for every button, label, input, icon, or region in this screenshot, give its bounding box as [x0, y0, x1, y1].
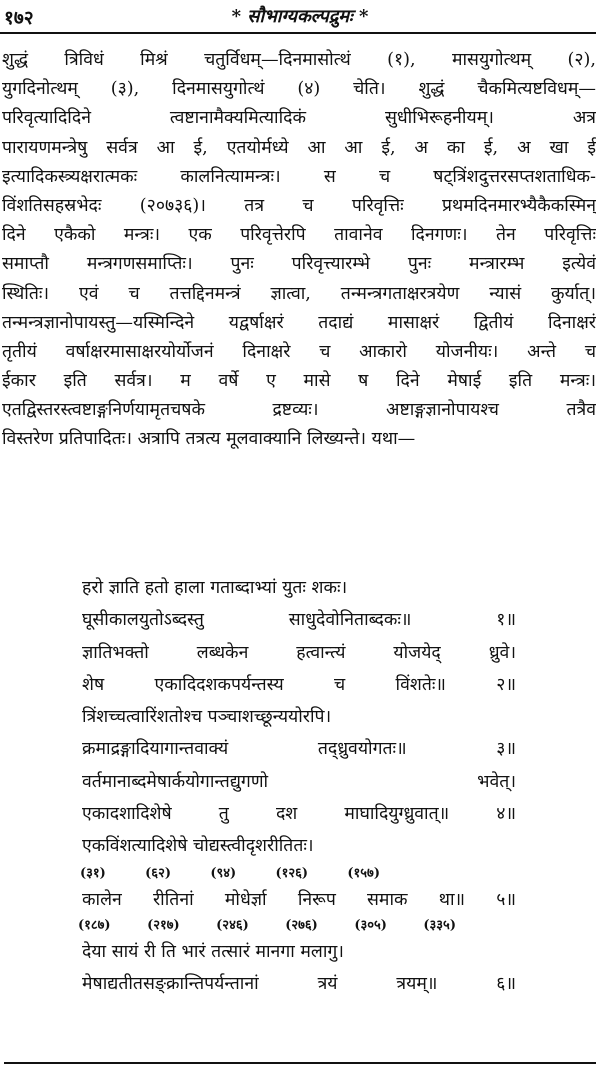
- numeral-value: (२४६): [216, 917, 249, 933]
- verse-line: ज्ञातिभक्तो लब्धकेन हत्वान्त्यं योजयेद् ध्रुवे।: [82, 642, 516, 663]
- prose-line: स्थितिः। एवं च तत्तद्दिनमन्त्रं ज्ञात्वा, तन्मन्त्रगताक्षरत्रयेण न्यासं कुर्यात्।: [2, 283, 596, 304]
- prose-line: पारायणमन्त्रेषु सर्वत्र आ ई, एतयोर्मध्ये आ आ ई, अ का ई, अ खा ई: [2, 137, 596, 158]
- prose-line: शुद्धं त्रिविधं मिश्रं चतुर्विधम्—दिनमासोत्थं (१), मासयुगोत्थम् (२),: [2, 50, 596, 70]
- footer-rule: [4, 1062, 596, 1064]
- numeral-value: (३०५): [354, 917, 387, 933]
- verse-line: क्रमाद्रङ्गादियागान्तवाक्यं तद्ध्रुवयोगतः॥ ३॥: [82, 739, 516, 760]
- numeral-value: (३३५): [423, 917, 456, 933]
- numeral-row: [80, 864, 380, 884]
- numeral-value: (२१७): [147, 917, 180, 933]
- page-header: [0, 0, 600, 34]
- numeral-value: (३१): [80, 865, 106, 881]
- verse-line: वर्तमानाब्दमेषार्कयोगान्तद्युगणो भवेत्।: [82, 771, 516, 792]
- page-number: १७२: [4, 7, 34, 29]
- verse-line: त्रिंशच्चत्वारिंशतोश्च पञ्चाशच्छून्ययोरपि।: [82, 707, 332, 728]
- prose-line: विंशतिसहस्रभेदः (२०७३६)। तत्र च परिवृत्तिः प्रथमदिनमारभ्यैकैकस्मिन्: [2, 195, 596, 216]
- verse-line: कालेन रीतिनां मोधेर्ज्ञा निरूप समाक था॥ ५॥: [82, 889, 516, 910]
- numeral-value: (६२): [145, 865, 171, 881]
- numeral-value: (९४): [210, 865, 237, 881]
- prose-line: परिवृत्यादिदिने त्वष्टानामैक्यमित्यादिकं सुधीभिरूहनीयम्। अत्र: [2, 108, 596, 129]
- verse-line: घूसीकालयुतोऽब्दस्तु साधुदेवोनिताब्दकः॥ १॥: [82, 610, 516, 631]
- prose-line: युगदिनोत्थम् (३), दिनमासयुगोत्थं (४) चेति। शुद्धं चैकमित्यष्टविधम्—: [2, 79, 596, 100]
- prose-block: [2, 46, 596, 455]
- verse-block: [78, 572, 516, 1001]
- verse-line: एकविंशत्यादिशेषे चोद्यस्त्वीदृशरीतितः।: [82, 836, 314, 857]
- prose-line: ईकार इति सर्वत्र। म वर्षे ए मासे ष दिने मेषाई इति मन्त्रः।: [2, 371, 596, 392]
- numeral-row: [78, 916, 456, 936]
- header-rule: [0, 32, 596, 34]
- prose-line: समाप्तौ मन्त्रगणसमाप्तिः। पुनः परिवृत्त्यारम्भे पुनः मन्त्रारम्भ इत्येवं: [2, 254, 596, 275]
- verse-line: एकादशादिशेषे तु दश माघादियुग्ध्रुवात्॥ ४॥: [82, 804, 516, 825]
- verse-line: शेष एकादिदशकपर्यन्तस्य च विंशतेः॥ २॥: [82, 674, 516, 695]
- prose-line: तृतीयं वर्षाक्षरमासाक्षरयोर्योजनं दिनाक्षरे च आकारो योजनीयः। अन्ते च: [2, 341, 596, 362]
- verse-line: हरो ज्ञाति हतो हाला गताब्दाभ्यां युतः शकः।: [82, 578, 348, 598]
- numeral-value: (१२६): [275, 865, 309, 881]
- prose-line: दिने एकैको मन्त्रः। एक परिवृत्तेरपि तावानेव दिनगणः। तेन परिवृत्तिः: [2, 225, 596, 246]
- numeral-value: (१८७): [78, 917, 111, 933]
- numeral-value: (१५७): [347, 865, 380, 881]
- prose-line: इत्यादिकस्त्र्यक्षरात्मकः कालनित्यामन्त्रः। स च षट्त्रिंशदुत्तरसप्तशताधिक-: [2, 166, 596, 187]
- verse-line: देया सायं री ति भारं तत्सारं मानगा मलागु।: [82, 941, 344, 962]
- prose-line: तन्मन्त्रज्ञानोपायस्तु—यस्मिन्दिने यद्वर्षाक्षरं तदाद्यं मासाक्षरं द्वितीयं दिनाक्षरं: [2, 312, 596, 333]
- prose-line: विस्तरेण प्रतिपादितः। अत्रापि तत्रत्य मूलवाक्यानि लिख्यन्ते। यथा—: [2, 429, 416, 450]
- prose-line: एतद्विस्तरस्त्वष्टाङ्गनिर्णयामृतचषके द्रष्टव्यः। अष्टाङ्गज्ञानोपायश्च तत्रैव: [2, 400, 596, 421]
- verse-line: मेषाद्यतीतसङ्क्रान्तिपर्यन्तानां त्रयं त्रयम्॥ ६॥: [82, 974, 516, 995]
- running-title: * सौभाग्यकल्पद्रुमः *: [231, 6, 369, 27]
- numeral-value: (२७६): [285, 917, 318, 933]
